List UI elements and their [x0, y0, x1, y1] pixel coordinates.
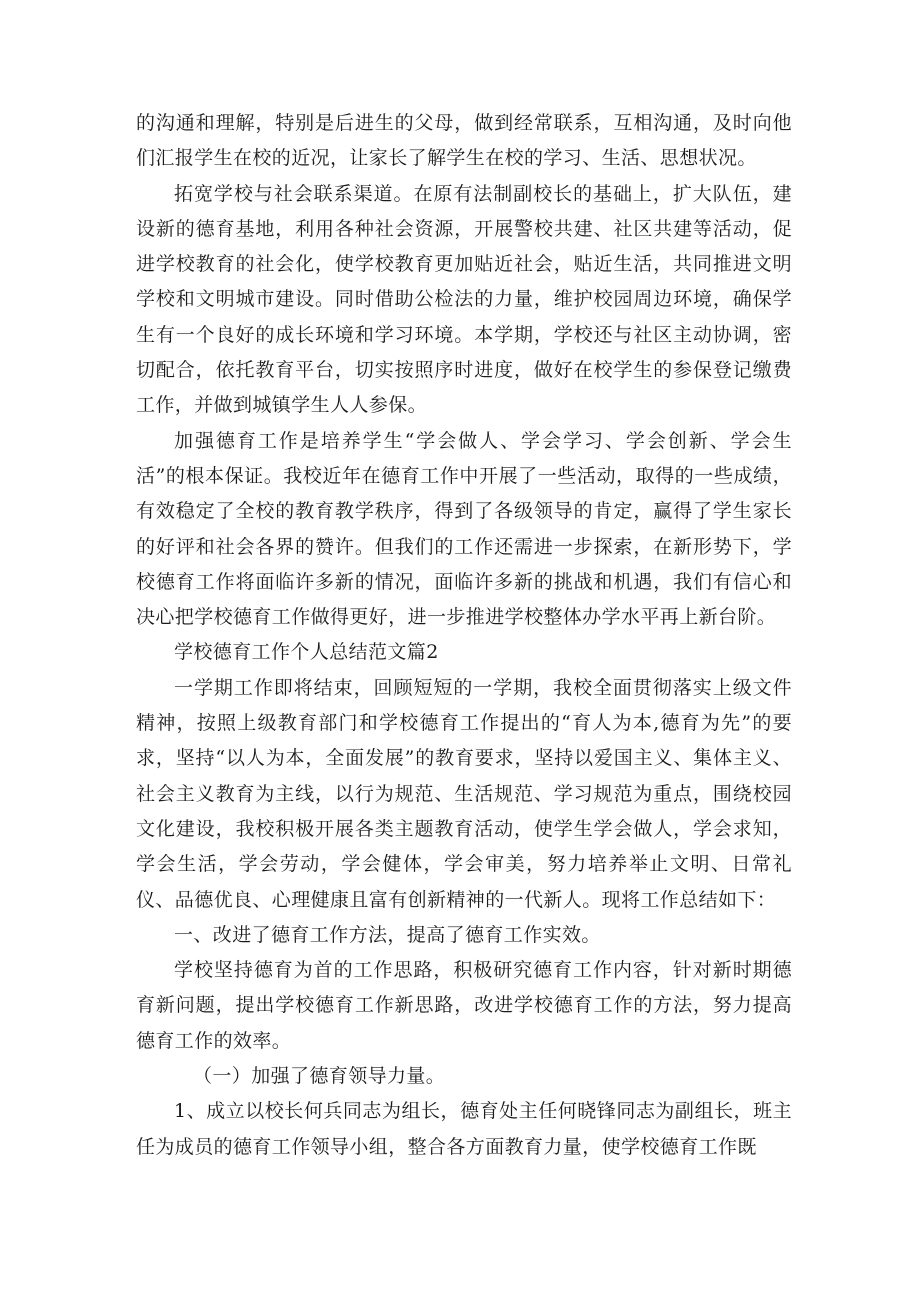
paragraph-leadership-group: 1、成立以校长何兵同志为组长，德育处主任何晓锋同志为副组长，班主任为成员的德育工作领导小组，整合各方面教育力量，使学校德育工作既: [136, 1100, 792, 1158]
paragraph-semester-summary: 一学期工作即将结束，回顾短短的一学期，我校全面贯彻落实上级文件精神，按照上级教育部门和学校德育工作提出的“育人为本,德育为先”的要求，坚持“以人为本，全面发展”的教育要求，坚持以爱国主义、集体主义、社会主义教育为主线，以行为规范、生活规范、学习规范为重点，围绕校园文化建设，我校积极开展各类主题教育活动，使学生学会做人，学会求知，学会生活，学会劳动，学会健体，学会审美，努力培养举止文明、日常礼仪、品德优良、心理健康且富有创新精神的一代新人。现将工作总结如下：: [136, 676, 792, 911]
paragraph-community-channels: 拓宽学校与社会联系渠道。在原有法制副校长的基础上，扩大队伍，建设新的德育基地，利用各种社会资源，开展警校共建、社区共建等活动，促进学校教育的社会化，使学校教育更加贴近社会，贴近生活，共同推进文明学校和文明城市建设。同时借助公检法的力量，维护校园周边环境，确保学生有一个良好的成长环境和学习环境。本学期，学校还与社区主动协调，密切配合，依托教育平台，切实按照序时进度，做好在校学生的参保登记缴费工作，并做到城镇学生人人参保。: [136, 182, 792, 417]
subheading-leadership: （一）加强了德育领导力量。: [193, 1065, 446, 1088]
paragraph-parent-communication: 的沟通和理解，特别是后进生的父母，做到经常联系，互相沟通，及时向他们汇报学生在校的近况，让家长了解学生在校的学习、生活、思想状况。: [136, 112, 792, 170]
heading-improve-methods: 一、改进了德育工作方法，提高了德育工作实效。: [174, 923, 601, 946]
document-body: [136, 106, 792, 1165]
section-title: 学校德育工作个人总结范文篇2: [174, 641, 439, 664]
paragraph-moral-education-importance: 加强德育工作是培养学生“学会做人、学会学习、学会创新、学会生活”的根本保证。我校近年在德育工作中开展了一些活动，取得的一些成绩，有效稳定了全校的教育教学秩序，得到了各级领导的肯定，赢得了学生家长的好评和社会各界的赞许。但我们的工作还需进一步探索，在新形势下，学校德育工作将面临许多新的情况，面临许多新的挑战和机遇，我们有信心和决心把学校德育工作做得更好，进一步推进学校整体办学水平再上新台阶。: [136, 429, 792, 629]
paragraph-working-approach: 学校坚持德育为首的工作思路，积极研究德育工作内容，针对新时期德育新问题，提出学校德育工作新思路，改进学校德育工作的方法，努力提高德育工作的效率。: [136, 959, 792, 1052]
